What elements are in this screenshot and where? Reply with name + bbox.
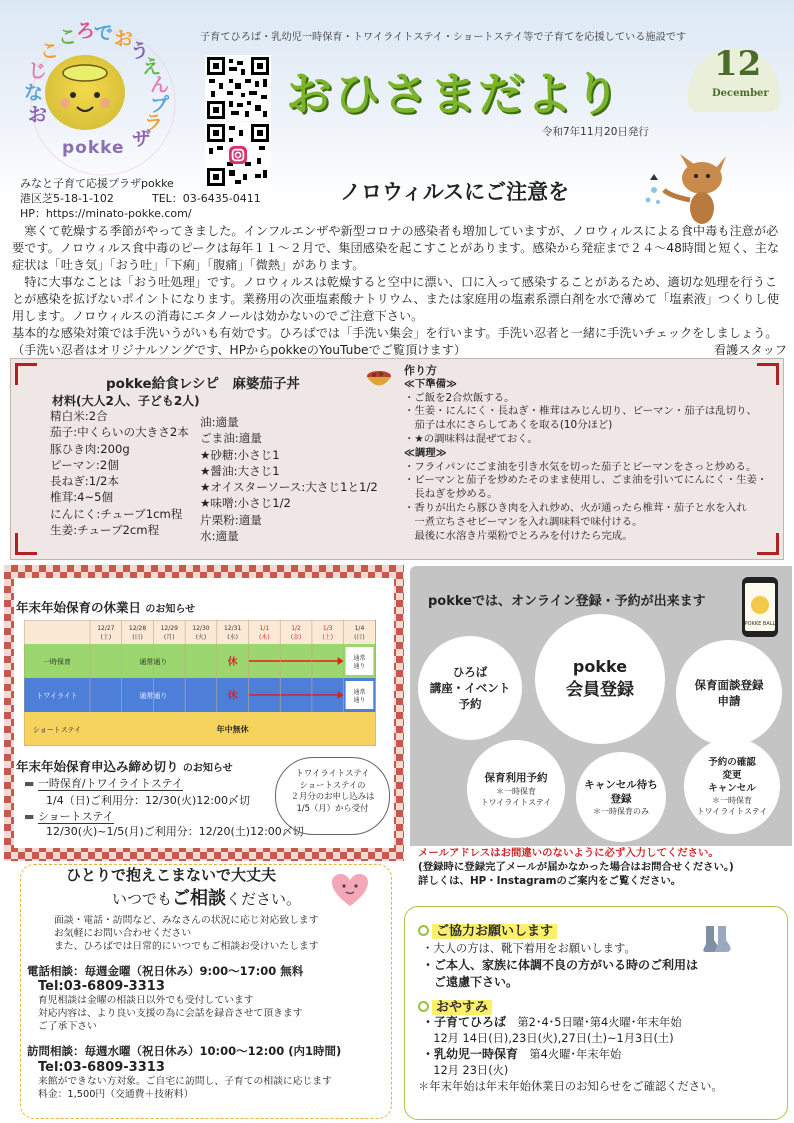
method-step: ・ご飯を2合炊飯する。 <box>404 391 515 404</box>
bubble-childcare-booking[interactable]: 保育利用予約 ＊一時保育 トワイライトステイ <box>467 740 565 838</box>
org-tel: TEL：03-6435-0411 <box>152 192 261 205</box>
request-health: ・ご本人、家族に体調不良の方がいる時のご利用は <box>422 958 699 972</box>
recipe-method <box>404 364 780 543</box>
ingredient-item: 水:適量 <box>200 529 239 544</box>
ingredient-item: 精白米:2合 <box>50 409 108 423</box>
phone-consult-notes: 育児相談は金曜の相談日以外でも受付しています 対応内容は、より良い支援の為に会話を録音させて頂きます ご了承下さい <box>38 995 303 1032</box>
holiday-day-label: (日) <box>132 634 143 641</box>
closed-hiroba: ・子育てひろば 第2･4･5日曜･第4火曜･年末年始 <box>422 1015 682 1029</box>
mascot-face-icon <box>45 55 125 130</box>
holiday-title: 年末年始保育の休業日 のお知らせ <box>16 600 196 615</box>
ingredient-item: ピーマン:2個 <box>50 457 119 472</box>
issue-date: 令和7年11月20日発行 <box>542 126 649 138</box>
ingredient-item: 油:適量 <box>200 415 239 429</box>
holiday-date-label: 1/2 <box>291 625 301 632</box>
ingredient-item: ★醤油:大さじ1 <box>200 463 280 478</box>
closed-childcare-dates: 12月 23日(火) <box>422 1064 509 1077</box>
ingredients-heading: 材料(大人2人、子ども2人) <box>52 394 200 408</box>
header-tagline: 子育てひろば・乳幼児一時保育・トワイライトステイ・ショートステイ等で子育てを応援している施設です <box>200 32 687 43</box>
holiday-normal-label: 通常通り <box>139 658 168 666</box>
holiday-resume-label: 通常 <box>353 655 366 662</box>
method-step: 茄子は水にさらしてあくを取る(10分ほど) <box>404 419 613 432</box>
cook-heading: ≪調理≫ <box>404 446 447 459</box>
newsletter-title: おひさまだより <box>286 67 622 121</box>
ingredient-item: ★砂糖:小さじ1 <box>200 447 280 462</box>
qr-code-instagram-icon[interactable] <box>205 122 271 188</box>
method-step: ・フライパンにごま油を引き水気を切った茄子とピーマンをさっと炒める。 <box>404 460 757 473</box>
socks-icon <box>700 924 734 954</box>
request-heading: ご協力お願いします <box>418 920 557 939</box>
holiday-open-label: 年中無休 <box>216 725 249 734</box>
request-socks: ・大人の方は、靴下着用をお願いします。 <box>422 942 636 955</box>
noro-paragraph-3: 基本的な感染対策では手洗いうがいも有効です。ひろばでは「手洗い集会」を行います。手洗い忍者と一緒に手洗いチェックをしましょう。（手洗い忍者はオリジナルソングです、HPからpokkeのYouTubeでご覧頂けます） 看護スタッフ <box>12 326 787 357</box>
holiday-date-label: 12/30 <box>192 625 210 632</box>
holiday-date-label: 12/27 <box>97 625 115 632</box>
holiday-date-label: 12/28 <box>128 625 147 632</box>
request-health-2: ご遠慮下さい。 <box>422 975 519 989</box>
visit-consult-heading: 訪問相談：毎週水曜（祝日休み）10:00～12:00 (内1時間) <box>27 1044 342 1058</box>
ingredients-column-1 <box>50 408 200 538</box>
org-address: 港区芝5-18-1-102 <box>20 192 114 205</box>
online-title: pokkeでは、オンライン登録・予約が出来ます <box>428 594 706 609</box>
deadline-1-text: 1/4（日)ご利用分：12/30(火)12:00〆切 <box>46 794 250 807</box>
bubble-member-register[interactable]: pokke 会員登録 <box>535 614 665 744</box>
mail-address-note: メールアドレスはお間違いのないように必ず入力してください。 (登録時に登録完了メールが届かなかった場合はお問合せください。) 詳しくは、HP・Instagramのご案内をご覧ください。 <box>418 847 734 888</box>
holiday-table <box>24 620 376 746</box>
deadline-title: 年末年始保育申込み締め切り のお知らせ <box>16 759 233 774</box>
holiday-resume-label: 通常 <box>353 689 366 696</box>
bubble-waitlist[interactable]: キャンセル待ち 登録 ＊一時保育のみ <box>576 752 666 842</box>
holiday-day-label: (月) <box>163 634 175 641</box>
holiday-day-label: (土) <box>100 634 112 641</box>
method-heading: 作り方 <box>404 364 437 377</box>
ingredient-item: ★味噌:小さじ1/2 <box>200 496 291 511</box>
deadline-2: ▬ ショートステイ <box>24 810 114 823</box>
org-hp-link[interactable]: HP：https://minato-pokke.com/ <box>20 207 192 220</box>
qr-code-hp-icon[interactable] <box>205 55 271 121</box>
ingredient-item: にんにく:チューブ1cm程 <box>50 506 183 521</box>
holiday-date-label: 1/4 <box>354 625 365 632</box>
holiday-day-label: (土) <box>322 634 334 641</box>
bubble-interview-register[interactable]: 保育面談登録 申請 <box>676 640 782 746</box>
logo-pokke-text: pokke <box>62 138 125 158</box>
holiday-date-label: 12/31 <box>224 625 242 632</box>
holiday-day-label: (日) <box>354 634 365 641</box>
ingredient-item: 豚ひき肉:200g <box>50 441 130 456</box>
recipe-title: pokke給食レシピ 麻婆茄子丼 <box>106 376 300 392</box>
ingredients-column-2 <box>200 414 400 544</box>
deadline-1: ▬ 一時保育/トワイライトステイ <box>24 777 183 790</box>
month-word: December <box>712 88 769 99</box>
closed-hiroba-dates: 12月 14日(日),23日(火),27日(土)~1月3日(土) <box>422 1032 674 1045</box>
ingredient-item: 椎茸:4~5個 <box>50 490 114 505</box>
noro-paragraph-2: 特に大事なことは「おう吐処理」です。ノロウィルスは乾燥すると空中に漂い、口に入って感染することがあるため、適切な処理を行うことが感染を拡げないポイントになります。業務用の次亜塩素酸ナトリウム、または家庭用の塩素系漂白剤を水で薄めて「塩素液」つくりし使用します。ノロウィルスの消毒にエタノールは効かないのでご注意下さい。 <box>12 275 780 323</box>
holiday-row-name: トワイライト <box>36 692 78 700</box>
bubble-booking-change[interactable]: 予約の確認 変更 キャンセル ＊一時保育 トワイライトステイ <box>684 738 780 834</box>
visit-consult-number[interactable]: Tel:03-6809-3313 <box>38 1060 165 1075</box>
holiday-schedule-grid <box>24 620 376 746</box>
org-name: みなと子育て応援プラザpokke <box>20 177 174 190</box>
closed-childcare: ・乳幼児一時保育 第4火曜･年末年始 <box>422 1047 622 1061</box>
ingredient-item: ★オイスターソース:大さじ1と1/2 <box>200 480 378 495</box>
smartphone-icon <box>740 575 780 639</box>
holiday-day-label: (水) <box>227 634 238 641</box>
noro-paragraph-1: 寒くて乾燥する季節がやってきました。インフルエンザや新型コロナの感染者も増加していますが、ノロウィルスによる食中毒も注意が必要です。ノロウィルス食中毒のピークは毎年１１～２月で、集団感染を起こすことがあります。感染から発症まで２４～48時間と短く、主な症状は「吐き気」「おう吐」「下痢」「腹痛」「微熱」があります。 <box>12 224 780 272</box>
ingredient-item: 長ねぎ:1/2本 <box>50 474 119 489</box>
closed-note: ＊年末年始は年末年始休業日のお知らせをご確認ください。 <box>418 1080 723 1093</box>
consult-intro: 面談・電話・訪問など、みなさんの状況に応じ対応致します お気軽にお問い合わせください また、ひろばでは日常的にいつでもご相談お受けいたします <box>54 915 319 952</box>
ingredient-item: ごま油:適量 <box>200 431 262 446</box>
noro-article <box>12 223 787 359</box>
mascot-washing-hands-icon <box>640 150 730 230</box>
method-step: 最後に水溶き片栗粉でとろみを付けたら完成。 <box>404 529 633 542</box>
method-step: 一煮立ちさせピーマンを入れ調味料で味付ける。 <box>404 515 643 528</box>
holiday-day-label: (木) <box>259 634 270 641</box>
noro-section-title: ノロウィルスにご注意を <box>340 180 570 204</box>
ingredient-item: 茄子:中くらいの大きさ2本 <box>50 425 189 440</box>
consult-heading-1: ひとりで抱えこまないで大丈夫 <box>66 866 277 884</box>
method-step: ・香りが出たら豚ひき肉を入れ炒め、火が通ったら椎茸・茄子と水を入れ <box>404 501 747 514</box>
method-step: ・生姜・にんにく・長ねぎ・椎茸はみじん切り、ピーマン・茄子は乱切り、 <box>404 405 757 418</box>
holiday-day-label: (火) <box>195 634 207 641</box>
holiday-resume-label: 通り <box>353 663 366 670</box>
prep-heading: ≪下準備≫ <box>404 377 457 390</box>
bubble-hiroba-booking[interactable]: ひろば 講座・イベント 予約 <box>418 636 522 740</box>
method-step: 長ねぎを炒める。 <box>404 488 498 501</box>
closed-days-heading: おやすみ <box>418 996 492 1015</box>
heart-icon <box>330 872 370 908</box>
method-step: ・★の調味料は混ぜておく。 <box>404 432 538 445</box>
holiday-row-name: ショートステイ <box>32 726 82 734</box>
holiday-date-label: 12/29 <box>160 625 178 632</box>
svg-text:POKKE BALL: POKKE BALL <box>744 621 776 627</box>
rice-bowl-icon <box>365 368 393 390</box>
holiday-date-label: 1/3 <box>322 625 333 632</box>
holiday-day-label: (金) <box>290 634 302 641</box>
phone-consult-number[interactable]: Tel:03-6809-3313 <box>38 979 165 994</box>
holiday-resume-label: 通り <box>353 697 366 704</box>
holiday-closed-label: 休 <box>227 691 238 702</box>
holiday-closed-label: 休 <box>227 657 238 668</box>
visit-consult-notes: 来館ができない方対象。ご自宅に訪問し、子育ての相談に応じます 料金：1,500円（交通費＋技術料） <box>38 1076 332 1100</box>
month-number: 12 <box>714 44 762 84</box>
consult-heading-2: いつでもご相談ください。 <box>112 888 302 909</box>
phone-consult-heading: 電話相談：毎週金曜（祝日休み）9:00～17:00 無料 <box>27 964 304 978</box>
holiday-row-name: 一時保育 <box>43 658 71 666</box>
twilight-note-bubble: トワイライトステイ ショートステイの ２月分のお申し込みは 1/5（月）から受付 <box>275 757 390 835</box>
ingredient-item: 片栗粉:適量 <box>200 512 262 527</box>
ingredient-item: 生姜:チューブ2cm程 <box>50 523 160 538</box>
holiday-normal-label: 通常通り <box>139 692 168 700</box>
deadline-2-text: 12/30(火)~1/5(月)ご利用分：12/20(土)12:00〆切 <box>46 825 304 838</box>
holiday-date-label: 1/1 <box>259 625 270 632</box>
method-step: ・ピーマンと茄子を炒めたそのまま使用し、ごま油を引いてにんにく・生姜・ <box>404 474 768 487</box>
noro-signature: 看護スタッフ <box>713 343 787 357</box>
